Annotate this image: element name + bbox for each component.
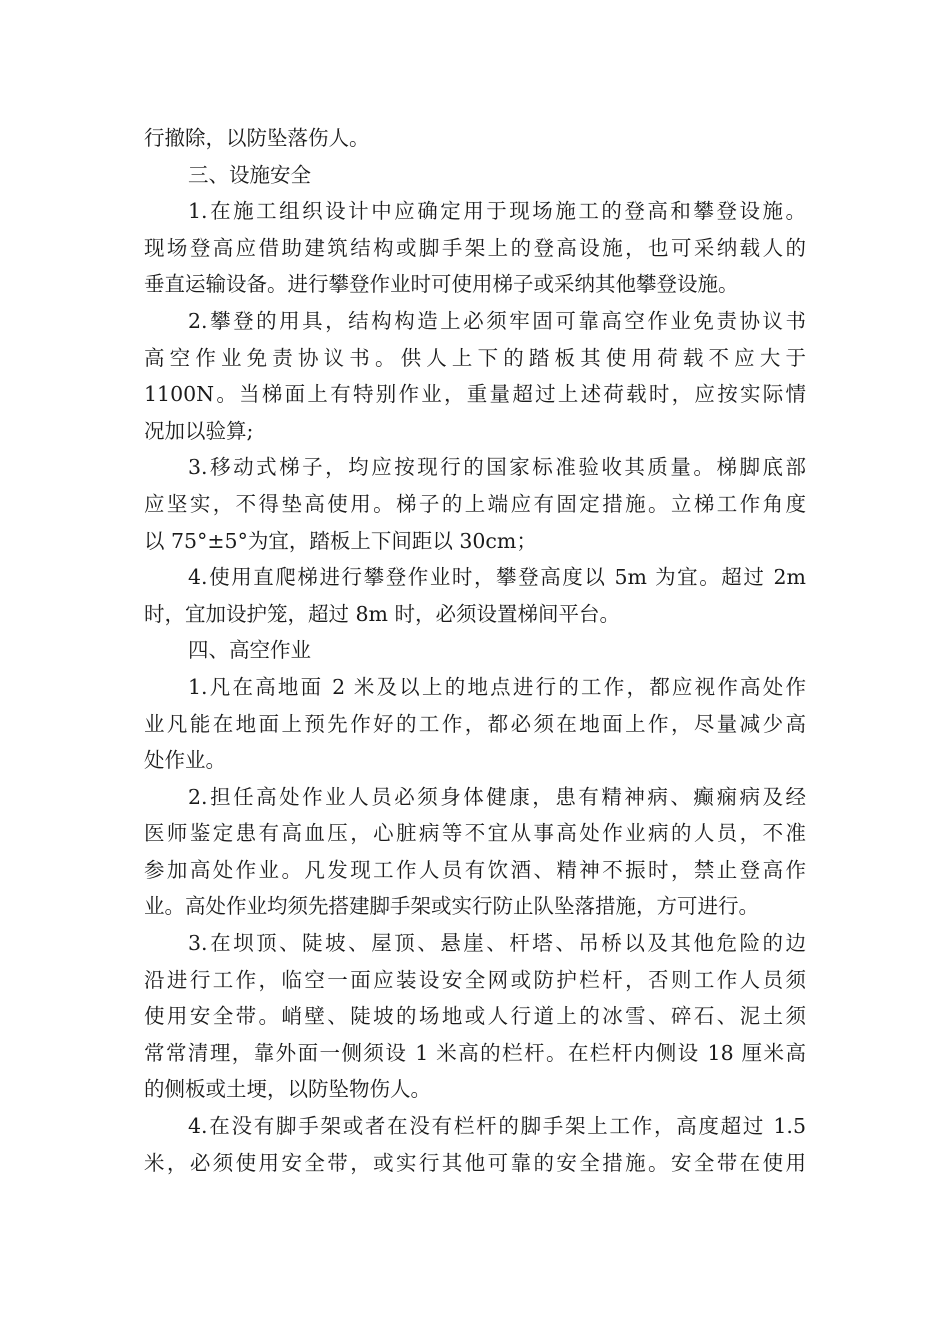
- text-line: 医师鉴定患有高血压，心脏病等不宜从事高处作业病的人员，不准: [144, 821, 806, 846]
- text-line: 参加高处作业。凡发现工作人员有饮酒、精神不振时，禁止登高作: [144, 857, 806, 882]
- text-line: 常常清理，靠外面一侧须设 1 米高的栏杆。在栏杆内侧设 18 厘米高: [144, 1040, 806, 1065]
- text-line: 1.在施工组织设计中应确定用于现场施工的登高和攀登设施。: [188, 199, 806, 224]
- text-line: 处作业。: [144, 748, 226, 773]
- text-line: 1.凡在高地面 2 米及以上的地点进行的工作，都应视作高处作: [188, 674, 806, 699]
- text-line: 的侧板或土埂，以防坠物伤人。: [144, 1077, 431, 1102]
- text-line: 沿进行工作，临空一面应装设安全网或防护栏杆，否则工作人员须: [144, 967, 806, 992]
- text-line: 米，必须使用安全带，或实行其他可靠的安全措施。安全带在使用: [144, 1150, 806, 1175]
- text-line: 使用安全带。峭壁、陡坡的场地或人行道上的冰雪、碎石、泥土须: [144, 1004, 806, 1029]
- text-line: 1100N。当梯面上有特别作业，重量超过上述荷载时，应按实际情: [144, 382, 806, 407]
- text-line: 高空作业免责协议书。供人上下的踏板其使用荷载不应大于: [144, 345, 806, 370]
- text-line: 垂直运输设备。进行攀登作业时可使用梯子或采纳其他攀登设施。: [144, 272, 739, 297]
- text-line: 4.在没有脚手架或者在没有栏杆的脚手架上工作，高度超过 1.5: [188, 1114, 806, 1139]
- text-line: 3.移动式梯子，均应按现行的国家标准验收其质量。梯脚底部: [188, 455, 806, 480]
- text-line: 3.在坝顶、陡坡、屋顶、悬崖、杆塔、吊桥以及其他危险的边: [188, 931, 806, 956]
- text-line: 以 75°±5°为宜，踏板上下间距以 30cm；: [144, 528, 537, 553]
- text-line: 行撤除，以防坠落伤人。: [144, 126, 370, 150]
- text-line: 三、设施安全: [188, 162, 311, 187]
- text-line: 2.担任高处作业人员必须身体健康，患有精神病、癫痫病及经: [188, 784, 806, 809]
- text-line: 业凡能在地面上预先作好的工作，都必须在地面上作，尽量减少高: [144, 711, 806, 736]
- text-line: 现场登高应借助建筑结构或脚手架上的登高设施，也可采纳载人的: [144, 235, 806, 260]
- text-line: 时，宜加设护笼，超过 8m 时，必须设置梯间平台。: [144, 601, 621, 626]
- text-line: 况加以验算;: [144, 418, 254, 443]
- text-line: 4.使用直爬梯进行攀登作业时，攀登高度以 5m 为宜。超过 2m: [188, 565, 806, 590]
- text-line: 业。高处作业均须先搭建脚手架或实行防止队坠落措施，方可进行。: [144, 894, 759, 919]
- text-line: 四、高空作业: [188, 638, 311, 663]
- text-line: 应坚实，不得垫高使用。梯子的上端应有固定措施。立梯工作角度: [144, 491, 806, 516]
- document-page: [144, 120, 806, 1181]
- text-line: 2.攀登的用具，结构构造上必须牢固可靠高空作业免责协议书: [188, 308, 806, 333]
